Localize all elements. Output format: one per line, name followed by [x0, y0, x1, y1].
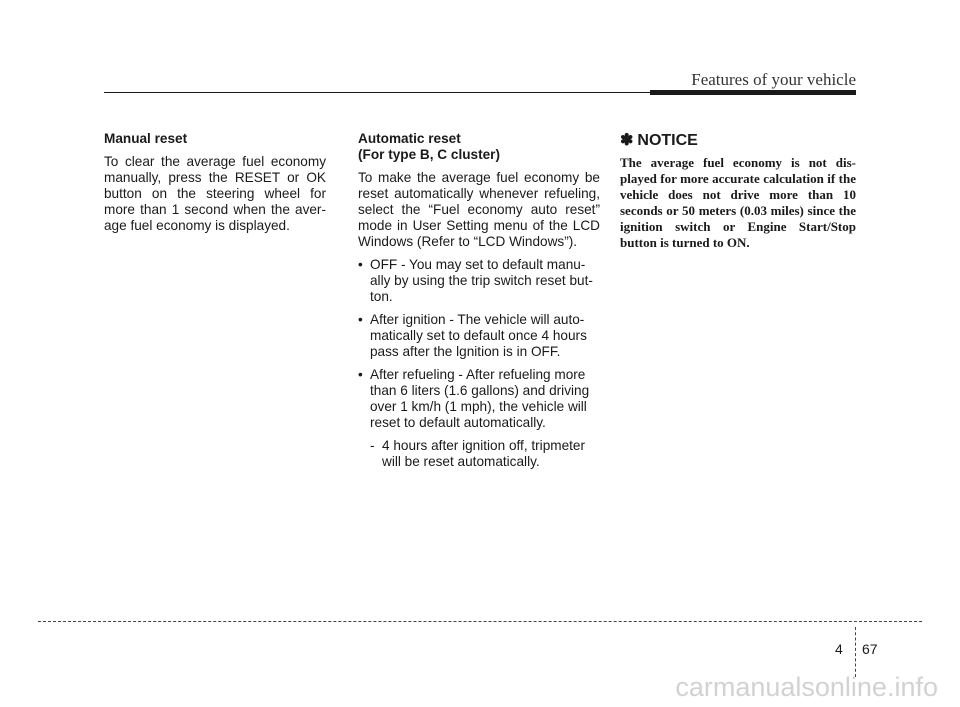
notice-title: NOTICE [637, 132, 698, 149]
notice-heading [620, 133, 856, 149]
reset-options-list [358, 257, 600, 431]
automatic-reset-heading [358, 131, 600, 163]
automatic-reset-intro: To make the average fuel economy be reset automatically whenever refueling, select the “Fuel economy auto reset” mode in User Setting menu of the LCD Windows (Refer to “LCD Windows”). [358, 170, 600, 249]
list-item: • OFF - You may set to default manu-ally by using the trip switch reset but-ton. [358, 257, 600, 305]
list-item: • After ignition - The vehicle will auto-matically set to default once 4 hours pass after the lgnition is in OFF. [358, 312, 600, 360]
notice-star-icon: ✽ [620, 132, 634, 149]
page-divider [855, 627, 856, 677]
subnote-text: 4 hours after ignition off, tripmeter will be reset automatically. [382, 438, 586, 469]
manual-reset-heading: Manual reset [104, 131, 188, 146]
section-title: Features of your vehicle [691, 70, 856, 89]
dash-marker: - [370, 438, 375, 453]
page-number: 67 [862, 641, 878, 657]
chapter-number: 4 [835, 641, 843, 657]
automatic-reset-column [358, 131, 600, 470]
notice-column [620, 131, 856, 251]
watermark: carmanualsonline.info [675, 672, 938, 702]
header-rule-accent [650, 90, 856, 95]
automatic-reset-heading-line2: (For type B, C cluster) [358, 147, 500, 162]
list-item: • After refueling - After refueling more than 6 liters (1.6 gallons) and driving over 1 km/h (1 mph), the vehicle will reset to default automatically. [358, 367, 600, 431]
automatic-reset-heading-line1: Automatic reset [358, 131, 461, 146]
manual-reset-column [104, 131, 326, 241]
notice-text: The average fuel economy is not dis-played for more accurate calculation if the vehicle does not drive more than 10 seconds or 50 meters (0.03 miles) since the ignition switch or Engine Start/Stop button is turned to ON. [620, 155, 856, 250]
manual-reset-text: To clear the average fuel economy manually, press the RESET or OK button on the steering wheel for more than 1 second when the aver-age fuel economy is displayed. [104, 154, 326, 233]
footer-rule [38, 621, 922, 622]
subnote [358, 438, 600, 470]
